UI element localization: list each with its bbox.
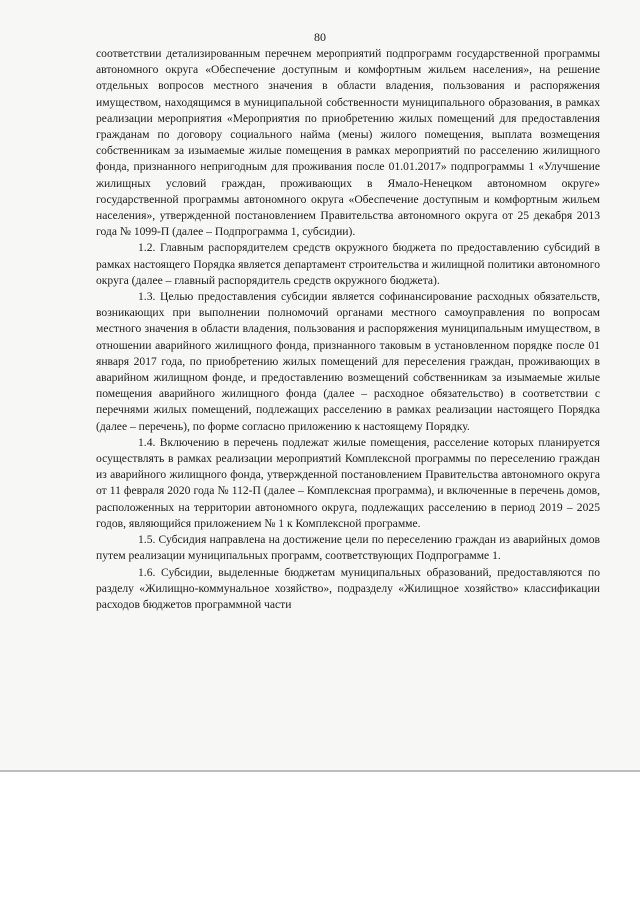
paragraph-1-2: 1.2. Главным распорядителем средств окружного бюджета по предоставлению субсидий в рамках настоящего Порядка является департамент строительства и жилищной политики автономного округа (далее – главный распорядитель средств окружного бюджета).: [96, 241, 600, 287]
document-body: [96, 46, 600, 613]
paragraph-1-1-continuation: соответствии детализированным перечнем мероприятий подпрограмм государственной программы автономного округа «Обеспечение доступным и комфортным жильем населения», на решение отдельных вопросов местного значения в области владения, пользования и распоряжения имуществом, находящимся в муниципальной собственности муниципального образования, в рамках реализации мероприятия «Мероприятия по приобретению жилых помещений для предоставления гражданам по договору социального найма (мены) жилого помещения, выплата возмещения собственникам за изымаемые жилые помещения в рамках мероприятий по расселению жилищного фонда, признанного непригодным для проживания после 01.01.2017» подпрограммы 1 «Улучшение жилищных условий граждан, проживающих в Ямало-Ненецком автономном округе» государственной программы автономного округа «Обеспечение доступным и комфортным жильем населения», утвержденной постановлением Правительства автономного округа от 25 декабря 2013 года № 1099-П (далее – Подпрограмма 1, субсидии).: [96, 47, 600, 239]
page-number: 80: [314, 30, 326, 44]
paragraph-1-3: 1.3. Целью предоставления субсидии является софинансирование расходных обязательств, возникающих при выполнении полномочий органами местного самоуправления по вопросам местного значения в области владения, пользования и распоряжения муниципальным имуществом, в отношении аварийного жилищного фонда, признанного таковым в установленном порядке после 01 января 2017 года, по приобретению жилых помещений для переселения граждан, проживающих в аварийном жилищном фонде, и предоставлению возмещений собственникам за изымаемые жилые помещения аварийного жилищного фонда (далее – расходное обязательство) в соответствии с перечнями жилых помещений, подлежащих расселению в рамках реализации настоящего Порядка (далее – перечень), по форме согласно приложению к настоящему Порядку.: [96, 290, 600, 433]
paragraph-1-5: 1.5. Субсидия направлена на достижение цели по переселению граждан из аварийных домов путем реализации муниципальных программ, соответствующих Подпрограмме 1.: [96, 533, 600, 563]
paragraph-1-4: 1.4. Включению в перечень подлежат жилые помещения, расселение которых планируется осуществлять в рамках реализации мероприятий Комплексной программы по переселению граждан из аварийного жилищного фонда, утвержденной постановлением Правительства автономного округа от 11 февраля 2020 года № 112-П (далее – Комплексная программа), и включенные в перечень домов, расположенных на территории автономного округа, подлежащих расселению в период 2019 – 2025 годов, являющийся приложением № 1 к Комплексной программе.: [96, 435, 600, 530]
paragraph-1-6: 1.6. Субсидии, выделенные бюджетам муниципальных образований, предоставляются по разделу «Жилищно-коммунальное хозяйство», подразделу «Жилищное хозяйство» классификации расходов бюджетов программной части: [96, 565, 600, 611]
